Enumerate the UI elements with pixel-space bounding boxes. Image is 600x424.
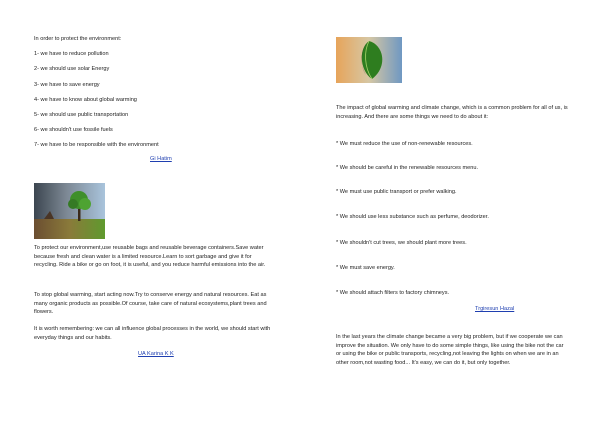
right-intro: The impact of global warming and climate change, which is a common problem for all of us, is increasing. And there are some things we need to do about it: xyxy=(336,105,568,120)
left-paragraph-1: To protect our environment,use reusable bags and reusable beverage containers.Save water because fresh and clean water is a limited resource.Learn to sort garbage and give it for recycling. Ride a bike or go on foot, it is useful, and you reduce harmful emissions into the air. xyxy=(34,245,266,269)
list-item: 7- we have to be responsible with the environment xyxy=(34,142,159,148)
right-closing-paragraph: In the last years the climate change became a very big problem, but if we cooperate we can improve the situation. We only have to do some simple things, like using the bike not the car or using the bike or public transports, recycling,not leaving the lights on when we are in an other room,not wasting food... It's easy, we can do it, but only together. xyxy=(336,334,564,366)
list-item: * We must use public transport or prefer walking. xyxy=(336,189,457,195)
left-paragraph-3: It is worth remembering: we can all influence global processes in the world, we should start with everyday things and our habits. xyxy=(34,326,271,341)
tree-landscape-image xyxy=(34,183,105,239)
list-item: 1- we have to reduce pollution xyxy=(34,51,109,57)
list-item: * We must save energy. xyxy=(336,265,395,271)
left-column xyxy=(34,0,274,424)
author-link-gi-hatim[interactable]: Gi Hatim xyxy=(150,156,172,162)
green-leaf-illustration xyxy=(336,37,402,83)
list-item: 6- we shouldn't use fossile fuels xyxy=(34,127,113,133)
left-intro: In order to protect the environment: xyxy=(34,36,122,42)
list-item: * We should be careful in the renewable resources menu. xyxy=(336,165,478,171)
green-leaf-image xyxy=(336,37,402,83)
list-item: 4- we have to know about global warming xyxy=(34,97,137,103)
list-item: 2- we should use solar Energy xyxy=(34,66,110,72)
author-link-trgiresun-hazal[interactable]: Trgiresun Hazal xyxy=(475,306,515,312)
author-link-ua-karina[interactable]: UA Karina K K xyxy=(138,351,174,357)
list-item: * We should attach filters to factory chimneys. xyxy=(336,290,450,296)
list-item: 3- we have to save energy xyxy=(34,82,100,88)
tree-landscape-illustration xyxy=(34,183,105,239)
list-item: * We must reduce the use of non-renewable resources. xyxy=(336,141,473,147)
left-paragraph-2: To stop global warming, start acting now.Try to conserve energy and natural resources. Eat as many organic products as possible.Of course, take care of natural ecosystems,plant trees and flowers. xyxy=(34,292,267,316)
list-item: 5- we should use public transportation xyxy=(34,112,129,118)
right-column xyxy=(336,0,568,424)
list-item: * We should use less substance such as perfume, deodorizer. xyxy=(336,214,489,220)
list-item: * We shouldn't cut trees, we should plant more trees. xyxy=(336,240,467,246)
